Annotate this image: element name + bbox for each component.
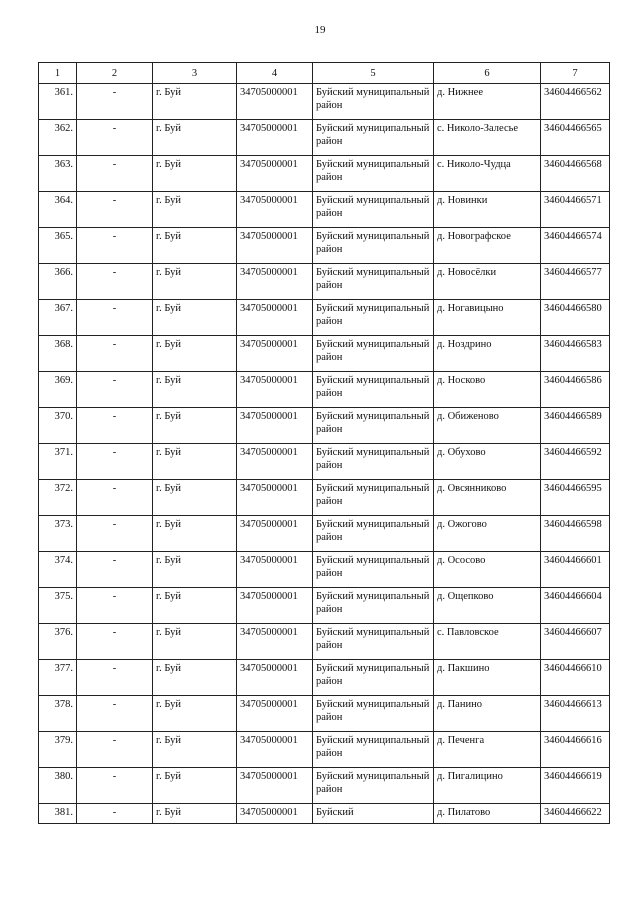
code-cell: 34604466565 xyxy=(541,120,610,156)
table-row xyxy=(39,336,610,372)
code-cell: 34604466598 xyxy=(541,516,610,552)
settlement-cell: с. Николо-Чудца xyxy=(434,156,541,192)
column-2-cell: - xyxy=(77,804,153,824)
district-cell: Буйский муниципальный район xyxy=(313,84,434,120)
city-cell: г. Буй xyxy=(153,696,237,732)
column-2-cell: - xyxy=(77,336,153,372)
row-number-cell: 374. xyxy=(39,552,77,588)
row-number-cell: 369. xyxy=(39,372,77,408)
code-cell: 34604466589 xyxy=(541,408,610,444)
column-2-cell: - xyxy=(77,156,153,192)
okato-code-cell: 34705000001 xyxy=(237,552,313,588)
settlement-cell: д. Овсянниково xyxy=(434,480,541,516)
table-row xyxy=(39,696,610,732)
city-cell: г. Буй xyxy=(153,156,237,192)
okato-code-cell: 34705000001 xyxy=(237,372,313,408)
settlement-cell: д. Пакшино xyxy=(434,660,541,696)
row-number-cell: 379. xyxy=(39,732,77,768)
settlement-cell: д. Ощепково xyxy=(434,588,541,624)
column-header: 1 xyxy=(39,63,77,84)
district-cell: Буйский муниципальный район xyxy=(313,156,434,192)
settlement-cell: д. Печенга xyxy=(434,732,541,768)
city-cell: г. Буй xyxy=(153,768,237,804)
code-cell: 34604466601 xyxy=(541,552,610,588)
settlement-cell: д. Панино xyxy=(434,696,541,732)
row-number-cell: 371. xyxy=(39,444,77,480)
column-header: 7 xyxy=(541,63,610,84)
table-row xyxy=(39,624,610,660)
table-row xyxy=(39,300,610,336)
table-row xyxy=(39,660,610,696)
okato-code-cell: 34705000001 xyxy=(237,732,313,768)
district-cell: Буйский муниципальный район xyxy=(313,732,434,768)
table-row xyxy=(39,228,610,264)
settlement-cell: д. Обухово xyxy=(434,444,541,480)
settlement-cell: с. Павловское xyxy=(434,624,541,660)
district-cell: Буйский муниципальный район xyxy=(313,660,434,696)
okato-code-cell: 34705000001 xyxy=(237,192,313,228)
city-cell: г. Буй xyxy=(153,84,237,120)
column-2-cell: - xyxy=(77,552,153,588)
district-cell: Буйский муниципальный район xyxy=(313,192,434,228)
district-cell: Буйский муниципальный район xyxy=(313,480,434,516)
okato-code-cell: 34705000001 xyxy=(237,588,313,624)
row-number-cell: 370. xyxy=(39,408,77,444)
district-cell: Буйский муниципальный район xyxy=(313,120,434,156)
okato-code-cell: 34705000001 xyxy=(237,120,313,156)
settlement-cell: д. Обиженово xyxy=(434,408,541,444)
district-cell: Буйский xyxy=(313,804,434,824)
table-row xyxy=(39,804,610,824)
code-cell: 34604466577 xyxy=(541,264,610,300)
row-number-cell: 376. xyxy=(39,624,77,660)
code-cell: 34604466586 xyxy=(541,372,610,408)
district-cell: Буйский муниципальный район xyxy=(313,228,434,264)
okato-code-cell: 34705000001 xyxy=(237,444,313,480)
table-row xyxy=(39,444,610,480)
district-cell: Буйский муниципальный район xyxy=(313,336,434,372)
okato-code-cell: 34705000001 xyxy=(237,156,313,192)
city-cell: г. Буй xyxy=(153,624,237,660)
city-cell: г. Буй xyxy=(153,588,237,624)
row-number-cell: 366. xyxy=(39,264,77,300)
district-cell: Буйский муниципальный район xyxy=(313,300,434,336)
settlement-cell: д. Нижнее xyxy=(434,84,541,120)
column-2-cell: - xyxy=(77,660,153,696)
code-cell: 34604466619 xyxy=(541,768,610,804)
column-2-cell: - xyxy=(77,732,153,768)
table-row xyxy=(39,84,610,120)
code-cell: 34604466616 xyxy=(541,732,610,768)
table-row xyxy=(39,516,610,552)
city-cell: г. Буй xyxy=(153,408,237,444)
okato-code-cell: 34705000001 xyxy=(237,696,313,732)
column-2-cell: - xyxy=(77,300,153,336)
settlement-cell: д. Ососово xyxy=(434,552,541,588)
table-row xyxy=(39,120,610,156)
code-cell: 34604466613 xyxy=(541,696,610,732)
page-number: 19 xyxy=(314,24,326,36)
column-2-cell: - xyxy=(77,84,153,120)
column-2-cell: - xyxy=(77,372,153,408)
city-cell: г. Буй xyxy=(153,516,237,552)
okato-code-cell: 34705000001 xyxy=(237,264,313,300)
column-header: 5 xyxy=(313,63,434,84)
registry-table xyxy=(38,62,610,824)
settlement-cell: д. Пилатово xyxy=(434,804,541,824)
district-cell: Буйский муниципальный район xyxy=(313,588,434,624)
row-number-cell: 377. xyxy=(39,660,77,696)
row-number-cell: 364. xyxy=(39,192,77,228)
city-cell: г. Буй xyxy=(153,120,237,156)
city-cell: г. Буй xyxy=(153,228,237,264)
district-cell: Буйский муниципальный район xyxy=(313,624,434,660)
district-cell: Буйский муниципальный район xyxy=(313,408,434,444)
column-2-cell: - xyxy=(77,444,153,480)
row-number-cell: 363. xyxy=(39,156,77,192)
code-cell: 34604466607 xyxy=(541,624,610,660)
column-header: 2 xyxy=(77,63,153,84)
row-number-cell: 367. xyxy=(39,300,77,336)
okato-code-cell: 34705000001 xyxy=(237,408,313,444)
table-row xyxy=(39,192,610,228)
column-2-cell: - xyxy=(77,768,153,804)
settlement-cell: д. Носково xyxy=(434,372,541,408)
district-cell: Буйский муниципальный район xyxy=(313,696,434,732)
code-cell: 34604466574 xyxy=(541,228,610,264)
table-row xyxy=(39,768,610,804)
settlement-cell: д. Новосёлки xyxy=(434,264,541,300)
city-cell: г. Буй xyxy=(153,192,237,228)
table-row xyxy=(39,732,610,768)
table-header-row xyxy=(39,63,610,84)
row-number-cell: 365. xyxy=(39,228,77,264)
row-number-cell: 362. xyxy=(39,120,77,156)
row-number-cell: 373. xyxy=(39,516,77,552)
district-cell: Буйский муниципальный район xyxy=(313,768,434,804)
row-number-cell: 368. xyxy=(39,336,77,372)
okato-code-cell: 34705000001 xyxy=(237,624,313,660)
column-2-cell: - xyxy=(77,588,153,624)
row-number-cell: 375. xyxy=(39,588,77,624)
code-cell: 34604466580 xyxy=(541,300,610,336)
code-cell: 34604466610 xyxy=(541,660,610,696)
city-cell: г. Буй xyxy=(153,552,237,588)
row-number-cell: 372. xyxy=(39,480,77,516)
okato-code-cell: 34705000001 xyxy=(237,336,313,372)
table-row xyxy=(39,264,610,300)
code-cell: 34604466595 xyxy=(541,480,610,516)
table-row xyxy=(39,156,610,192)
column-header: 6 xyxy=(434,63,541,84)
okato-code-cell: 34705000001 xyxy=(237,228,313,264)
city-cell: г. Буй xyxy=(153,300,237,336)
settlement-cell: д. Новографское xyxy=(434,228,541,264)
column-2-cell: - xyxy=(77,696,153,732)
column-2-cell: - xyxy=(77,408,153,444)
city-cell: г. Буй xyxy=(153,804,237,824)
column-2-cell: - xyxy=(77,120,153,156)
code-cell: 34604466592 xyxy=(541,444,610,480)
column-2-cell: - xyxy=(77,480,153,516)
table-row xyxy=(39,588,610,624)
table-row xyxy=(39,480,610,516)
settlement-cell: с. Николо-Залесье xyxy=(434,120,541,156)
district-cell: Буйский муниципальный район xyxy=(313,552,434,588)
column-header: 3 xyxy=(153,63,237,84)
code-cell: 34604466622 xyxy=(541,804,610,824)
code-cell: 34604466571 xyxy=(541,192,610,228)
code-cell: 34604466562 xyxy=(541,84,610,120)
city-cell: г. Буй xyxy=(153,480,237,516)
okato-code-cell: 34705000001 xyxy=(237,804,313,824)
code-cell: 34604466568 xyxy=(541,156,610,192)
settlement-cell: д. Ногавицыно xyxy=(434,300,541,336)
city-cell: г. Буй xyxy=(153,336,237,372)
okato-code-cell: 34705000001 xyxy=(237,480,313,516)
row-number-cell: 378. xyxy=(39,696,77,732)
column-2-cell: - xyxy=(77,228,153,264)
okato-code-cell: 34705000001 xyxy=(237,300,313,336)
okato-code-cell: 34705000001 xyxy=(237,660,313,696)
district-cell: Буйский муниципальный район xyxy=(313,444,434,480)
settlement-cell: д. Ожогово xyxy=(434,516,541,552)
district-cell: Буйский муниципальный район xyxy=(313,372,434,408)
code-cell: 34604466604 xyxy=(541,588,610,624)
okato-code-cell: 34705000001 xyxy=(237,84,313,120)
row-number-cell: 361. xyxy=(39,84,77,120)
table-row xyxy=(39,408,610,444)
row-number-cell: 380. xyxy=(39,768,77,804)
district-cell: Буйский муниципальный район xyxy=(313,516,434,552)
city-cell: г. Буй xyxy=(153,372,237,408)
city-cell: г. Буй xyxy=(153,732,237,768)
column-2-cell: - xyxy=(77,192,153,228)
city-cell: г. Буй xyxy=(153,660,237,696)
column-2-cell: - xyxy=(77,264,153,300)
settlement-cell: д. Новинки xyxy=(434,192,541,228)
column-header: 4 xyxy=(237,63,313,84)
city-cell: г. Буй xyxy=(153,264,237,300)
column-2-cell: - xyxy=(77,516,153,552)
table-row xyxy=(39,372,610,408)
row-number-cell: 381. xyxy=(39,804,77,824)
settlement-cell: д. Ноздрино xyxy=(434,336,541,372)
city-cell: г. Буй xyxy=(153,444,237,480)
okato-code-cell: 34705000001 xyxy=(237,516,313,552)
column-2-cell: - xyxy=(77,624,153,660)
district-cell: Буйский муниципальный район xyxy=(313,264,434,300)
settlement-cell: д. Пигалицино xyxy=(434,768,541,804)
table-row xyxy=(39,552,610,588)
okato-code-cell: 34705000001 xyxy=(237,768,313,804)
code-cell: 34604466583 xyxy=(541,336,610,372)
